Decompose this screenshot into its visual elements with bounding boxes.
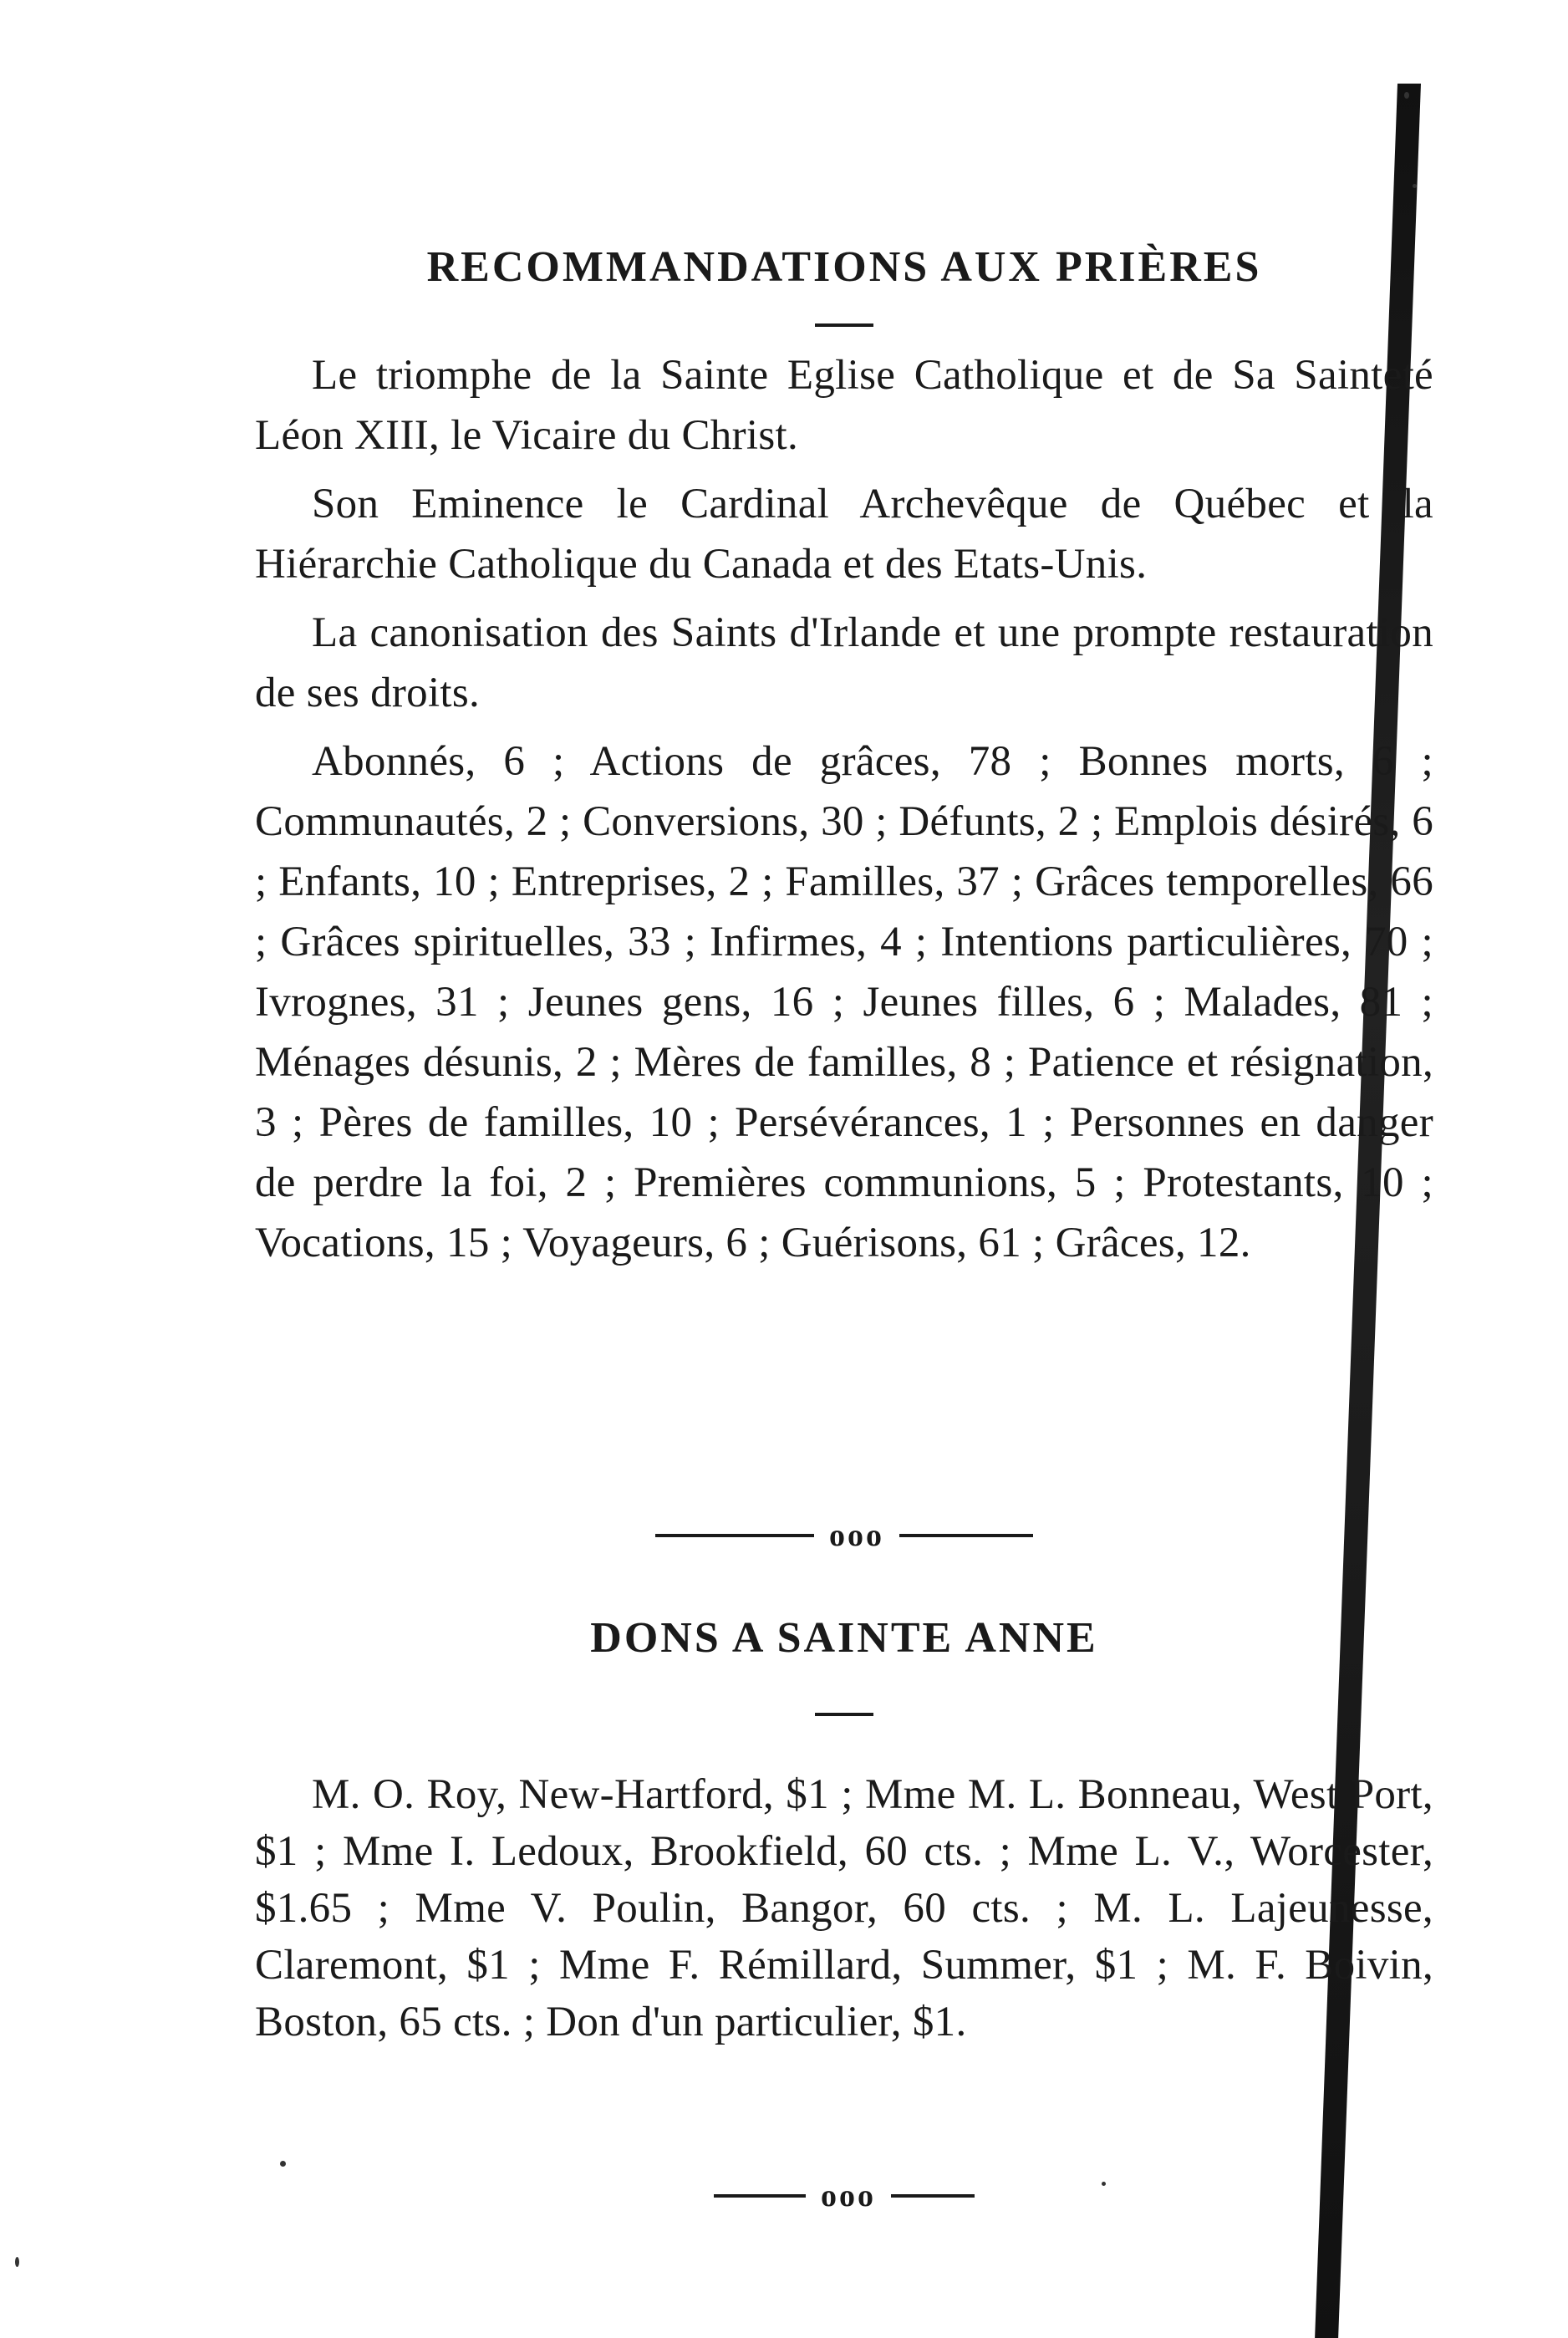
paragraph: Abonnés, 6 ; Actions de grâces, 78 ; Bonnes morts, 6 ; Communautés, 2 ; Conversions, 30 ; Défunts, 2 ; Emplois désirés, 6 ; Enfants, 10 ; Entreprises, 2 ; Familles, 37 ; Grâces temporelles, 66 ; Grâces spirituelles, 33 ; Infirmes, 4 ; Intentions particulières, 70 ; Ivrognes, 31 ; Jeunes gens, 16 ; Jeunes filles, 6 ; Malades, 81 ; Ménages désunis, 2 ; Mères de familles, 8 ; Patience et résignation, 3 ; Pères de familles, 10 ; Persévérances, 1 ; Personnes en danger de perdre la foi, 2 ; Premières communions, 5 ; Protestants, 10 ; Vocations, 15 ; Voyageurs, 6 ; Guérisons, 61 ; Grâces, 12. <box>255 738 1433 1266</box>
donations-section <box>255 1613 1433 2050</box>
divider-mark: ooo <box>829 1518 884 1553</box>
divider-line <box>655 1534 814 1537</box>
divider-mark: ooo <box>821 2178 876 2213</box>
section-divider <box>255 1517 1433 1554</box>
speck <box>1413 184 1417 188</box>
paragraph: Son Eminence le Cardinal Archevêque de Québec et la Hiérarchie Catholique du Canada et des Etats-Unis. <box>255 481 1433 588</box>
speck <box>1404 92 1409 99</box>
divider-line <box>714 2194 806 2198</box>
paragraph: Le triomphe de la Sainte Eglise Catholique et de Sa Sainteté Léon XIII, le Vicaire du Christ. <box>255 352 1433 459</box>
section-heading: DONS A SAINTE ANNE <box>590 1614 1098 1662</box>
prayer-recommendations-section <box>255 242 1433 1273</box>
section-heading: RECOMMANDATIONS AUX PRIÈRES <box>426 243 1262 291</box>
divider-line <box>899 1534 1033 1537</box>
paragraph: M. O. Roy, New-Hartford, $1 ; Mme M. L. Bonneau, West Port, $1 ; Mme I. Ledoux, Brookfield, 60 cts. ; Mme L. V., Worcester, $1.65 ; Mme V. Poulin, Bangor, 60 cts. ; M. L. Lajeunesse, Claremont, $1 ; Mme F. Rémillard, Summer, $1 ; M. F. Boivin, Boston, 65 cts. ; Don d'un particulier, $1. <box>255 1771 1433 2045</box>
divider-line <box>891 2194 975 2198</box>
section-divider <box>255 2178 1433 2214</box>
speck <box>15 2257 19 2267</box>
short-rule <box>815 1713 873 1716</box>
short-rule <box>815 323 873 327</box>
speck <box>280 2161 286 2167</box>
paragraph: La canonisation des Saints d'Irlande et une prompte restauration de ses droits. <box>255 609 1433 716</box>
